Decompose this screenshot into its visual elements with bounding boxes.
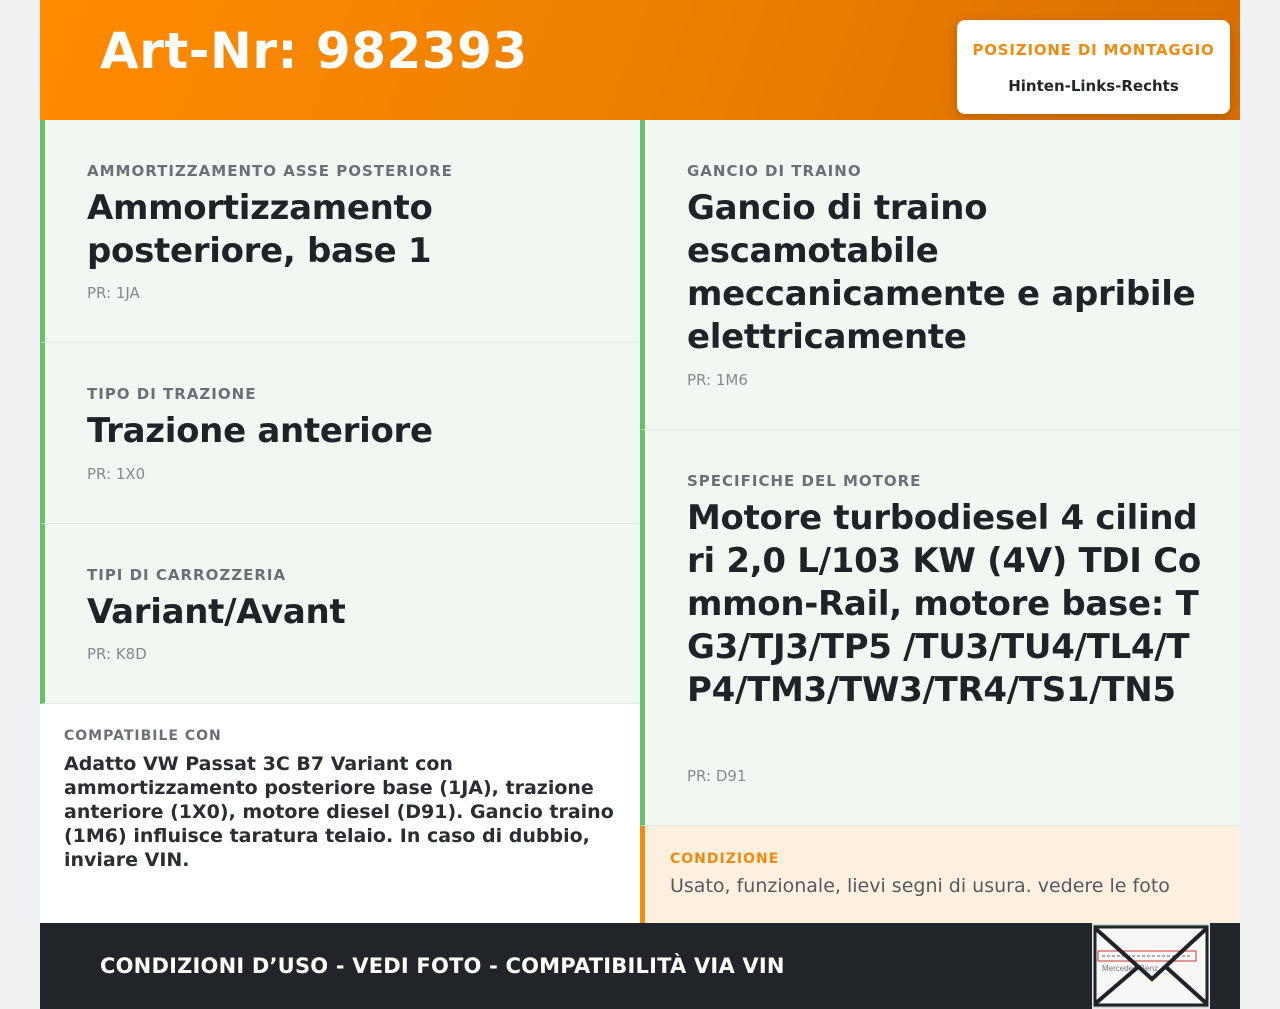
compatibility-section (40, 704, 640, 923)
feature-pr-code: PR: 1X0 (87, 465, 146, 483)
mount-position-label: POSIZIONE DI MONTAGGIO (972, 41, 1215, 59)
feature-pr-code: PR: 1JA (87, 284, 140, 302)
feature-drive-type (40, 343, 640, 524)
feature-tow-hook (640, 120, 1240, 430)
feature-pr-code: PR: K8D (87, 645, 147, 663)
footer-notice: CONDIZIONI D’USO - VEDI FOTO - COMPATIBILITÀ VIA VIN (100, 954, 785, 978)
article-number: Art-Nr: 982393 (100, 22, 528, 80)
feature-value: Ammortizzamento posteriore, base 1 (87, 188, 433, 271)
feature-body-type (40, 524, 640, 704)
compatibility-label: COMPATIBILE CON (64, 728, 222, 744)
feature-rear-damping (40, 120, 640, 343)
feature-label: TIPO DI TRAZIONE (87, 385, 257, 403)
feature-label: GANCIO DI TRAINO (687, 162, 862, 180)
feature-value: Variant/Avant (87, 592, 346, 632)
envelope-icon (1092, 923, 1210, 1009)
footer-bar (40, 923, 1240, 1009)
listing-page (40, 0, 1240, 1009)
label-photo-thumbnail[interactable] (1092, 923, 1210, 1009)
feature-value: Gancio di traino escamotabile meccanicamente e apribile elettricamente (687, 188, 1196, 357)
feature-engine-specs (640, 430, 1240, 826)
feature-label: AMMORTIZZAMENTO ASSE POSTERIORE (87, 162, 453, 180)
feature-pr-code: PR: 1M6 (687, 371, 748, 389)
condition-text: Usato, funzionale, lievi segni di usura. vedere le foto (670, 875, 1170, 897)
feature-label: SPECIFICHE DEL MOTORE (687, 472, 922, 490)
mount-position-box (957, 20, 1230, 114)
feature-value: Trazione anteriore (87, 411, 433, 451)
thumbnail-brand-text: Mercedes-Benz (1102, 964, 1159, 973)
feature-pr-code: PR: D91 (687, 767, 747, 785)
condition-section (640, 826, 1240, 923)
compatibility-text: Adatto VW Passat 3C B7 Variant con ammortizzamento posteriore base (1JA), trazione anteriore (1X0), motore diesel (D91). Gancio traino (1M6) influisce taratura telaio. In caso di dubbio, inviare VIN. (64, 753, 614, 871)
condition-label: CONDIZIONE (670, 851, 780, 867)
header-bar (40, 0, 1240, 120)
mount-position-value: Hinten-Links-Rechts (1008, 77, 1179, 95)
feature-label: TIPI DI CARROZZERIA (87, 566, 287, 584)
feature-value: Motore turbodiesel 4 cilindri 2,0 L/103 KW (4V) TDI Common-Rail, motore base: TG3/TJ3/TP5 /TU3/TU4/TL4/TP4/TM3/TW3/TR4/TS1/TN5 (687, 498, 1201, 710)
